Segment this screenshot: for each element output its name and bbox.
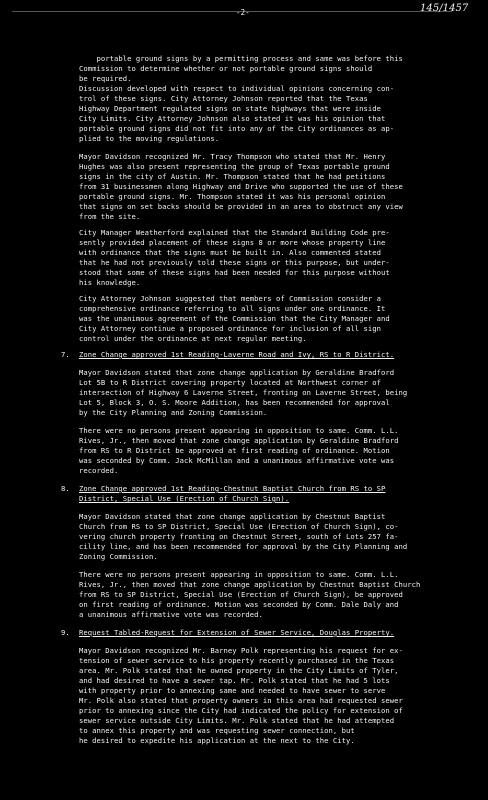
text-line: from RS to SP District, Special Use (Erection of Church Sign), be approved (79, 590, 403, 599)
page-number: -2- (236, 8, 250, 17)
text-line: on first reading of ordinance. Motion was seconded by Comm. Dale Daly and (79, 600, 399, 609)
text-line: cility line, and has been recommended for approval by the City Planning and (79, 542, 408, 551)
text-line: that signs on set backs should be provided in an area to obstruct any view (79, 202, 403, 211)
text-line: his knowledge. (79, 278, 141, 287)
item-number: 9. (61, 628, 70, 637)
item-heading: District, Special Use (Erection of Church Sign). (79, 494, 290, 503)
text-line: Mr. Polk also stated that property owners in this area had requested sewer (79, 696, 403, 705)
text-line: Hughes was also present representing the group of Texas portable ground (79, 162, 390, 171)
text-line: from 31 businessmen along Highway and Drive who supported the use of these (79, 182, 403, 191)
text-line: control under the ordinance at next regular meeting. (79, 334, 307, 343)
text-line: by the City Planning and Zoning Commission. (79, 408, 268, 417)
text-line: Rives, Jr., then moved that zone change application by Geraldine Bradford (79, 436, 399, 445)
text-line: recorded. (79, 466, 119, 475)
paragraph (79, 570, 420, 620)
text-line: tension of sewer service to his property recently purchased in the Texas (79, 656, 395, 665)
text-line: trol of these signs. City Attorney Johnson reported that the Texas (79, 94, 368, 103)
item-number: 8. (61, 484, 70, 493)
text-line: he desired to expedite his application at the next to the City. (79, 736, 355, 745)
text-line: was seconded by Comm. Jack McMillan and a unanimous affirmative vote was (79, 456, 395, 465)
text-line: signs in the city of Austin. Mr. Thompson stated that he had petitions (79, 172, 386, 181)
item-number: 7. (61, 350, 70, 359)
top-rule (12, 11, 452, 12)
text-line: Mayor Davidson recognized Mr. Tracy Thompson who stated that Mr. Henry (79, 152, 386, 161)
text-line: with ordinance that the signs must be built in. Also commented stated (79, 248, 382, 257)
text-line: City Limits. City Attorney Johnson also stated it was his opinion that (79, 114, 386, 123)
text-line: Zoning Commission. (79, 552, 158, 561)
document-id: 145/1457 (420, 3, 469, 14)
text-line: plied to the moving regulations. (79, 134, 220, 143)
text-line: City Manager Weatherford explained that the Standard Building Code pre- (79, 228, 390, 237)
text-line: City Attorney continue a proposed ordinance for inclusion of all sign (79, 324, 382, 333)
text-line: Commission to determine whether or not portable ground signs should (79, 64, 373, 73)
text-line: to annex this property and was requesting sewer connection, but (79, 726, 355, 735)
text-line: stood that some of these signs had been needed for this purpose without (79, 268, 390, 277)
paragraph (79, 152, 403, 222)
text-line: portable ground signs did not fit into any of the City ordinances as ap- (79, 124, 395, 133)
item-heading: Zone Change approved 1st Reading-Chestnut Baptist Church from RS to SP (79, 484, 386, 493)
text-line: a unanimous affirmative vote was recorded. (79, 610, 263, 619)
text-line: be required. (79, 74, 132, 83)
paragraph (79, 646, 403, 746)
text-line: Highway Department regulated signs on state highways that were inside (79, 104, 382, 113)
text-line: intersection of Highway 6 Laverne Street, fronting on Laverne Street, being (79, 388, 408, 397)
text-line: vering church property fronting on Chestnut Street, south of Lots 257 fa- (79, 532, 399, 541)
item-heading: Zone Change approved 1st Reading-Laverne Road and Ivy, RS to R District. (79, 350, 395, 359)
text-line: that he had not previously told these signs or this purpose, but under- (79, 258, 390, 267)
text-line: Discussion developed with respect to individual opinions concerning con- (79, 84, 395, 93)
paragraph (79, 426, 399, 476)
text-line: with property prior to annexing same and needed to have sewer to serve (79, 686, 386, 695)
text-line: area. Mr. Polk stated that he owned property in the City Limits of Tyler, (79, 666, 399, 675)
text-line: Mayor Davidson recognized Mr. Barney Polk representing his request for ex- (79, 646, 403, 655)
text-line: Mayor Davidson stated that zone change application by Chestnut Baptist (79, 512, 386, 521)
paragraph (79, 84, 394, 144)
text-line: portable ground signs. Mr. Thompson stated it was his personal opinion (79, 192, 386, 201)
text-line: Lot 5, Block 3, O. S. Moore Addition, has been recommended for approval (79, 398, 390, 407)
paragraph (79, 228, 390, 288)
text-line: comprehensive ordinance referring to all signs under one ordinance. It (79, 304, 386, 313)
text-line: Church from RS to SP District, Special Use (Erection of Church Sign), co- (79, 522, 399, 531)
text-line: Rives, Jr., then moved that zone change application by Chestnut Baptist Church (79, 580, 421, 589)
paragraph (79, 368, 407, 418)
text-line: Mayor Davidson stated that zone change application by Geraldine Bradford (79, 368, 395, 377)
text-line: prior to annexing since the City had indicated the policy for extension of (79, 706, 403, 715)
paragraph (79, 512, 407, 562)
text-line: There were no persons present appearing in opposition to same. Comm. L.L. (79, 570, 399, 579)
text-line: There were no persons present appearing in opposition to same. Comm. L.L. (79, 426, 399, 435)
text-line: City Attorney Johnson suggested that members of Commission consider a (79, 294, 382, 303)
text-line: was the unanimous agreement of the Commission that the City Manager and (79, 314, 390, 323)
text-line: portable ground signs by a permitting process and same was before this (96, 54, 403, 63)
text-line: Lot 5B to R District covering property located at Northwest corner of (79, 378, 382, 387)
paragraph (79, 294, 390, 344)
item-heading: Request Tabled-Request for Extension of Sewer Service, Douglas Property. (79, 628, 395, 637)
paragraph (79, 44, 403, 84)
text-line: from RS to R District be approved at first reading of ordinance. Motion (79, 446, 390, 455)
text-line: and had desired to have a sewer tap. Mr. Polk stated that he had 5 lots (79, 676, 390, 685)
text-line: sently provided placement of these signs 8 or more whose property line (79, 238, 386, 247)
text-line: sewer service outside City Limits. Mr. Polk stated that he had attempted (79, 716, 395, 725)
text-line: from the site. (79, 212, 141, 221)
